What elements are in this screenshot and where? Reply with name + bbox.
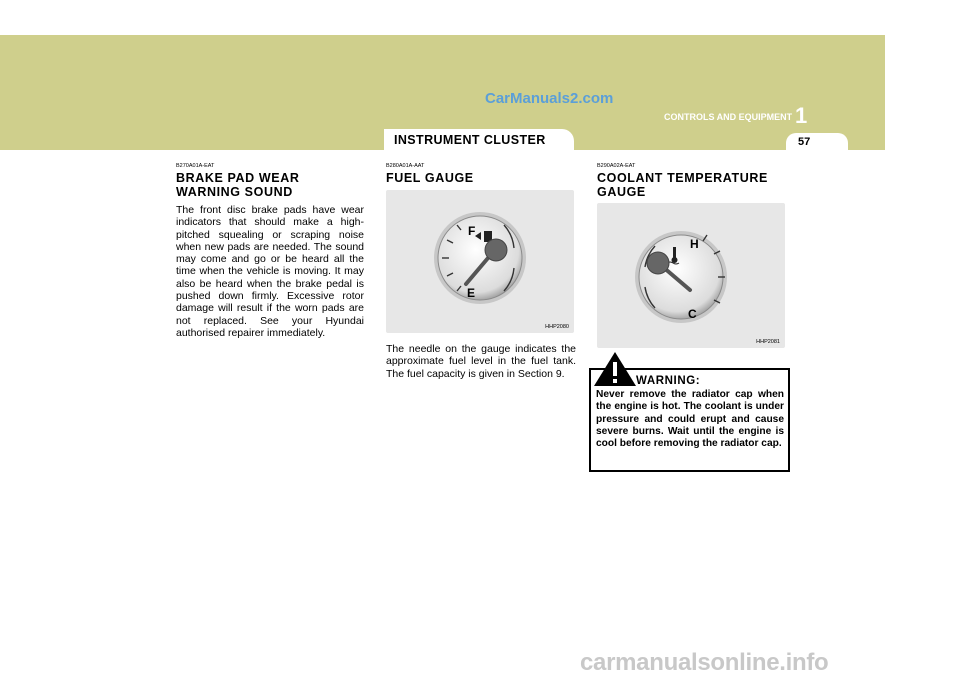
gauge-c-label: C bbox=[688, 307, 697, 321]
brake-body: The front disc brake pads have wear indicators that should make a high-pitched squealing or scraping noise when new pads are needed. The sound may come and go or be heard all the time when the vehicle is moving. It may also be heard when the brake pedal is pushed down firmly. Excessive rotor damage will result if the worn pads are not replaced. See your Hyundai authorised repairer immediately. bbox=[176, 204, 364, 339]
gauge-e-label: E bbox=[467, 286, 476, 300]
chapter-title: CONTROLS AND EQUIPMENT bbox=[664, 112, 793, 122]
fuel-gauge-illustration bbox=[386, 190, 574, 333]
fuel-heading: FUEL GAUGE bbox=[386, 171, 474, 185]
watermark-top[interactable]: CarManuals2.com bbox=[485, 90, 614, 107]
warning-triangle-icon bbox=[593, 351, 637, 387]
warning-title: WARNING: bbox=[636, 375, 701, 387]
gauge-f-label: F bbox=[468, 224, 476, 238]
coolant-code: B290A02A-EAT bbox=[597, 163, 636, 169]
brake-heading: BRAKE PAD WEAR WARNING SOUND bbox=[176, 171, 300, 199]
brake-code: B270A01A-EAT bbox=[176, 163, 215, 169]
coolant-gauge-figure bbox=[597, 203, 785, 348]
coolant-gauge-illustration bbox=[597, 203, 785, 348]
fuel-section bbox=[386, 163, 576, 380]
fuel-code: B280A01A-AAT bbox=[386, 163, 425, 169]
brake-section bbox=[176, 163, 364, 339]
coolant-section bbox=[597, 163, 791, 348]
section-title: INSTRUMENT CLUSTER bbox=[384, 129, 574, 150]
watermark-bottom[interactable]: carmanualsonline.info bbox=[580, 649, 829, 676]
gauge-h-label: H bbox=[690, 237, 699, 251]
fuel-gauge-figure bbox=[386, 190, 574, 333]
coolant-figure-id: HHP2081 bbox=[756, 339, 780, 345]
chapter-number: 1 bbox=[795, 103, 808, 128]
page-number: 57 bbox=[786, 133, 848, 150]
fuel-figure-id: HHP2080 bbox=[545, 324, 569, 330]
coolant-heading: COOLANT TEMPERATURE GAUGE bbox=[597, 171, 768, 199]
fuel-body: The needle on the gauge indicates the approximate fuel level in the fuel tank. The fuel capacity is given in Section 9. bbox=[386, 343, 576, 380]
warning-body: Never remove the radiator cap when the engine is hot. The coolant is under pressure and could erupt and cause severe burns. Wait until the engine is cool before removing the radiator cap. bbox=[596, 389, 784, 450]
